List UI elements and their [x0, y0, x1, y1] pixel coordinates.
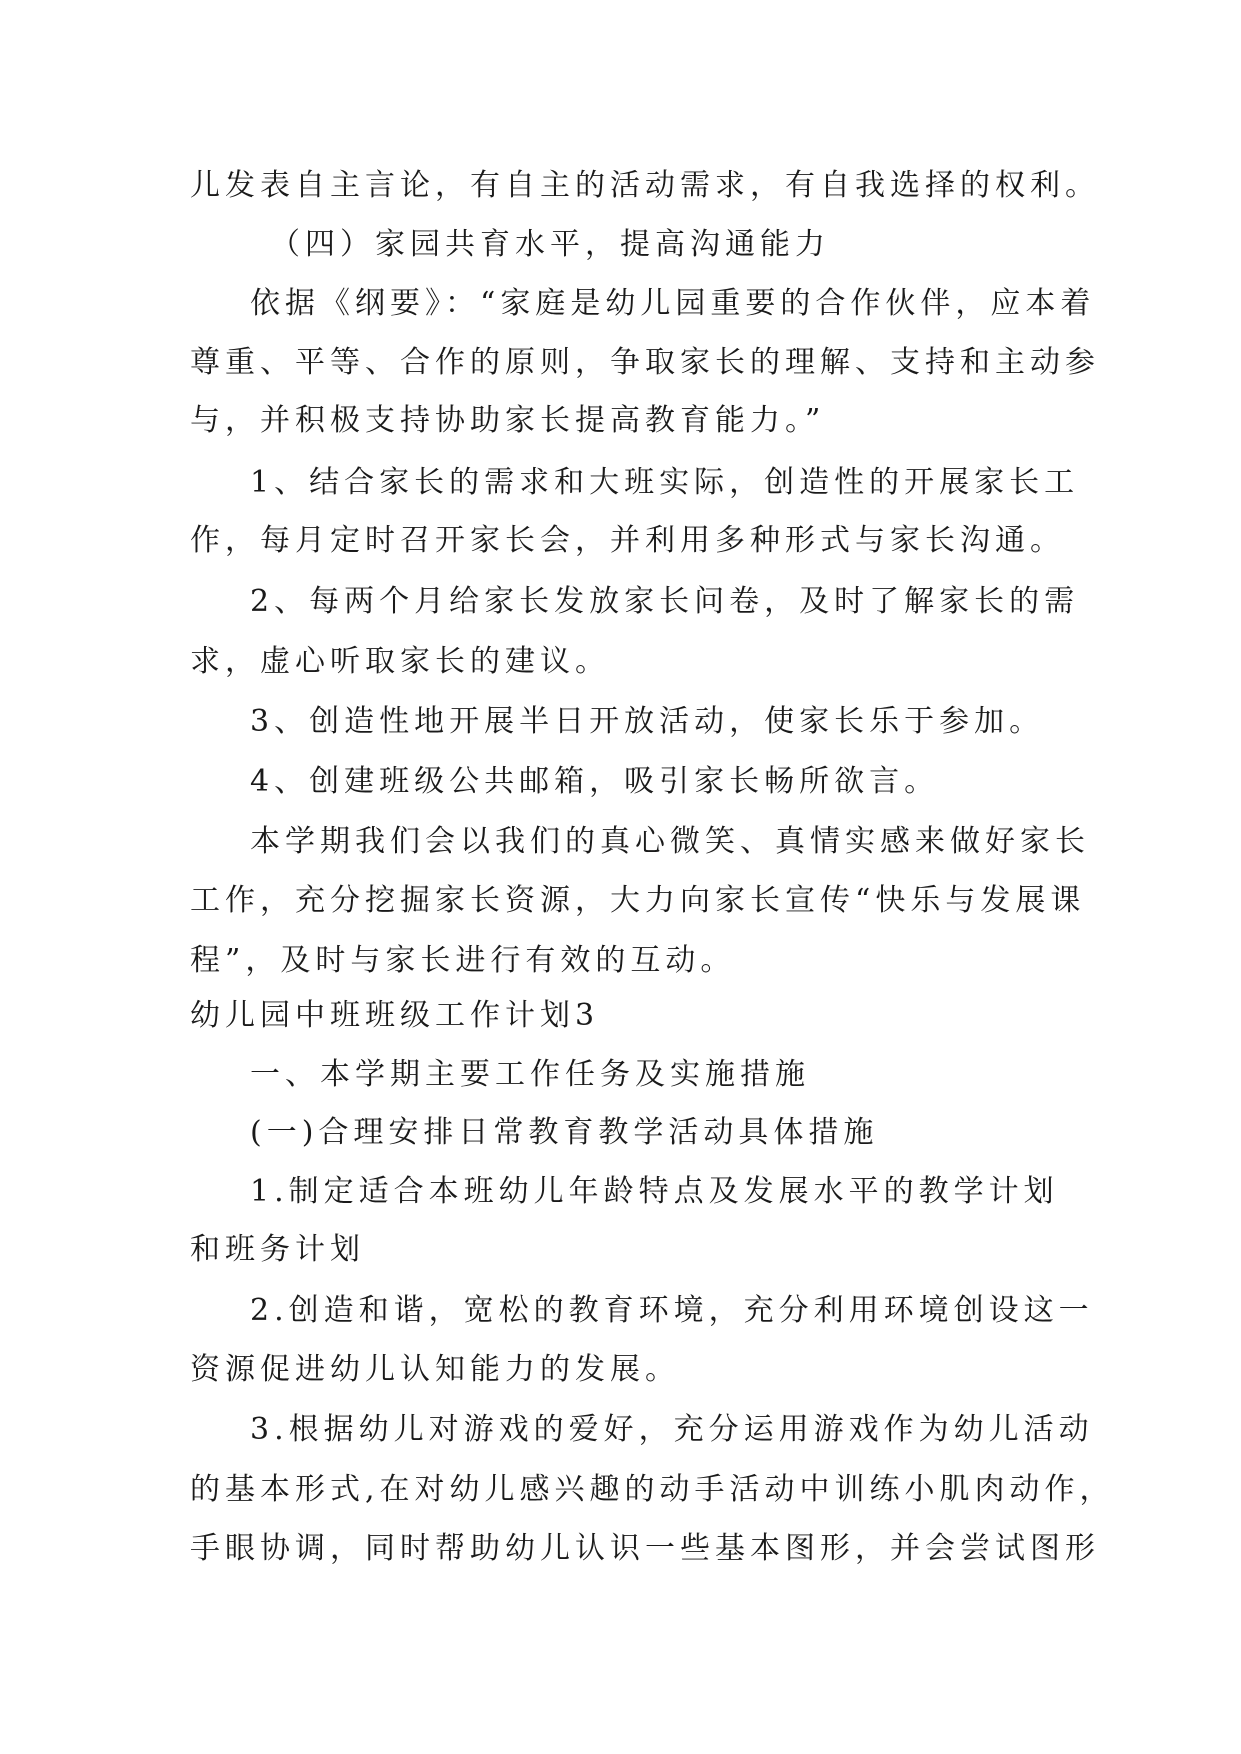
section-heading: （四）家园共育水平，提高沟通能力	[270, 227, 830, 262]
text-line: 3.根据幼儿对游戏的爱好，充分运用游戏作为幼儿活动	[250, 1412, 1094, 1447]
text-line: 程”，及时与家长进行有效的互动。	[190, 943, 736, 978]
section-heading: 一、本学期主要工作任务及实施措施	[250, 1057, 810, 1092]
text-line: 手眼协调，同时帮助幼儿认识一些基本图形，并会尝试图形	[190, 1531, 1100, 1566]
text-line: 2、每两个月给家长发放家长问卷，及时了解家长的需	[250, 584, 1080, 619]
text-line: 尊重、平等、合作的原则，争取家长的理解、支持和主动参	[190, 345, 1100, 380]
text-line: 求，虚心听取家长的建议。	[190, 644, 610, 679]
text-line: 本学期我们会以我们的真心微笑、真情实感来做好家长	[250, 824, 1090, 859]
text-line: 3、创造性地开展半日开放活动，使家长乐于参加。	[250, 704, 1045, 739]
text-line: 的基本形式,在对幼儿感兴趣的动手活动中训练小肌肉动作，	[190, 1472, 1115, 1507]
text-line: 1、结合家长的需求和大班实际，创造性的开展家长工	[250, 465, 1080, 500]
text-line: 1.制定适合本班幼儿年龄特点及发展水平的教学计划	[250, 1174, 1059, 1209]
text-line: 4、创建班级公共邮箱，吸引家长畅所欲言。	[250, 764, 940, 799]
text-line: 工作，充分挖掘家长资源，大力向家长宣传“快乐与发展课	[190, 883, 1086, 918]
text-line: 与，并积极支持协助家长提高教育能力。”	[190, 403, 826, 438]
text-line: 儿发表自主言论，有自主的活动需求，有自我选择的权利。	[190, 168, 1100, 203]
text-line: 2.创造和谐，宽松的教育环境，充分利用环境创设这一	[250, 1293, 1094, 1328]
text-line: 资源促进幼儿认知能力的发展。	[190, 1352, 680, 1387]
text-line: 作，每月定时召开家长会，并利用多种形式与家长沟通。	[190, 523, 1065, 558]
text-line: 依据《纲要》：“家庭是幼儿园重要的合作伙伴，应本着	[250, 286, 1096, 321]
document-title: 幼儿园中班班级工作计划3	[190, 998, 600, 1033]
section-heading: (一)合理安排日常教育教学活动具体措施	[250, 1115, 879, 1150]
text-line: 和班务计划	[190, 1232, 365, 1267]
